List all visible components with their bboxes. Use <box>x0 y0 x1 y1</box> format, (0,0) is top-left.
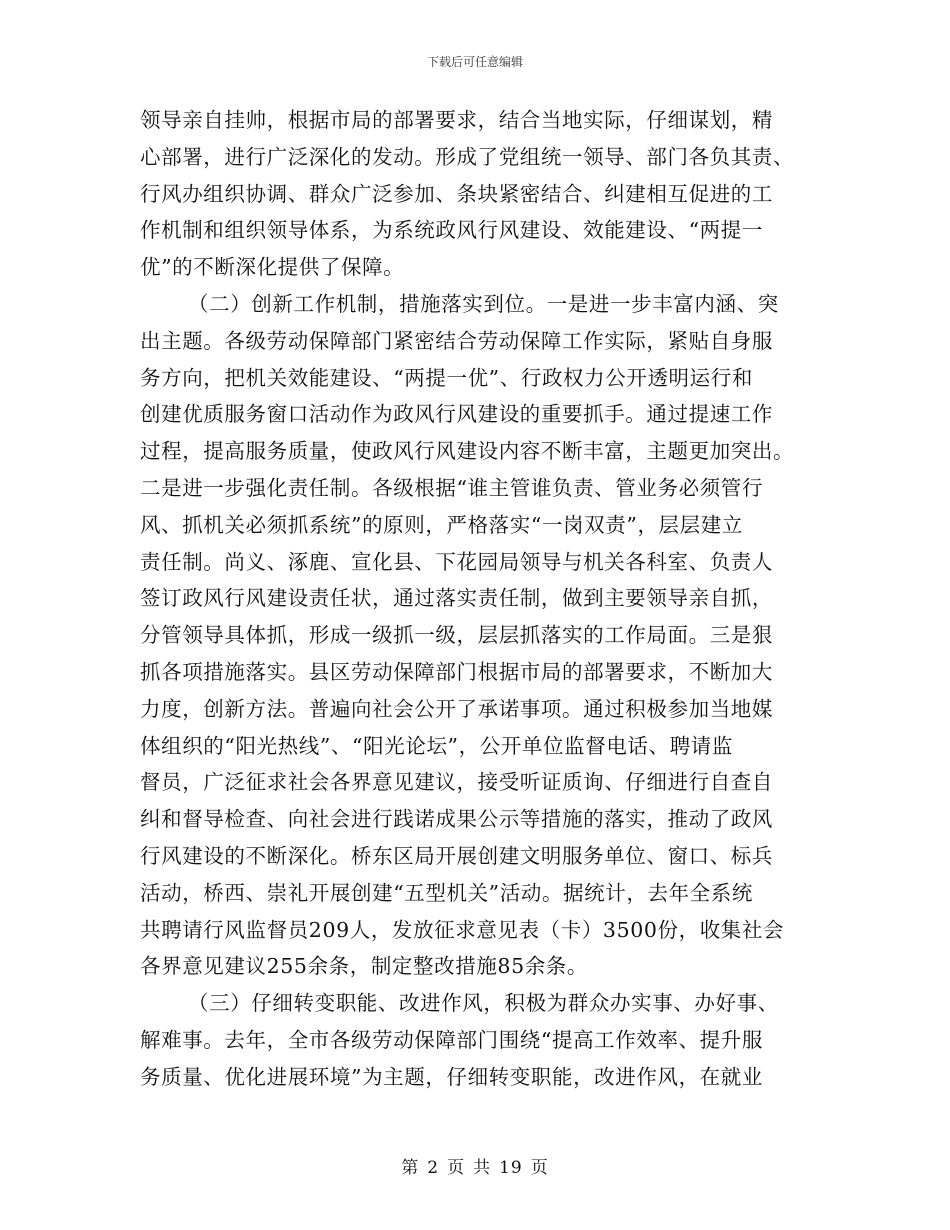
text-line: 力度，创新方法。普遍向社会公开了承诺事项。通过积极参加当地媒 <box>140 696 773 721</box>
text-line: 务质量、优化进展环境”为主题，仔细转变职能，改进作风，在就业 <box>140 1064 763 1089</box>
text-line: 分管领导具体抓，形成一级抓一级，层层抓落实的工作局面。三是狠 <box>140 623 773 648</box>
text-line: 解难事。去年，全市各级劳动保障部门围绕“提高工作效率、提升服 <box>140 1027 763 1052</box>
text-line: 作机制和组织领导体系，为系统政风行风建设、效能建设、“两提一 <box>140 218 763 243</box>
text-line: 创建优质服务窗口活动作为政风行风建设的重要抓手。通过提速工作 <box>140 402 773 427</box>
text-line: 务方向，把机关效能建设、“两提一优”、行政权力公开透明运行和 <box>140 365 753 390</box>
body-text <box>140 102 800 1096</box>
text-line: 优”的不断深化提供了保障。 <box>140 255 405 280</box>
text-line: 抓各项措施落实。县区劳动保障部门根据市局的部署要求，不断加大 <box>140 659 773 684</box>
text-line: 行风办组织协调、群众广泛参加、条块紧密结合、纠建相互促进的工 <box>140 181 773 206</box>
text-line: 过程，提高服务质量，使政风行风建设内容不断丰富，主题更加突出。 <box>140 439 795 464</box>
total-pages-number: 19 <box>499 1158 523 1178</box>
header-note: 下载后可任意编辑 <box>426 55 523 69</box>
footer-ye: 页 <box>530 1158 549 1178</box>
text-line: （三）仔细转变职能、改进作风，积极为群众办实事、办好事、 <box>188 991 779 1016</box>
text-line: 体组织的“阳光热线”、“阳光论坛”，公开单位监督电话、聘请监 <box>140 733 733 758</box>
page-footer <box>0 1153 950 1178</box>
footer-gong: 共 <box>473 1158 492 1178</box>
text-line: 责任制。尚义、涿鹿、宣化县、下花园局领导与机关各科室、负责人 <box>140 549 773 574</box>
text-line: 共聘请行风监督员209人，发放征求意见表（卡）3500份，收集社会 <box>140 917 785 942</box>
text-line: 督员，广泛征求社会各界意见建议，接受听证质询、仔细进行自查自 <box>140 770 773 795</box>
footer-di: 第 <box>401 1158 420 1178</box>
text-line: 二是进一步强化责任制。各级根据“谁主管谁负责、管业务必须管行 <box>140 475 763 500</box>
text-line: 心部署，进行广泛深化的发动。形成了党组统一领导、部门各负其责、 <box>140 144 795 169</box>
text-line: （二）创新工作机制，措施落实到位。一是进一步丰富内涵、突 <box>188 291 779 316</box>
text-line: 行风建设的不断深化。桥东区局开展创建文明服务单位、窗口、标兵 <box>140 843 773 868</box>
text-line: 出主题。各级劳动保障部门紧密结合劳动保障工作实际，紧贴自身服 <box>140 328 773 353</box>
text-line: 领导亲自挂帅，根据市局的部署要求，结合当地实际，仔细谋划，精 <box>140 108 773 132</box>
current-page-number: 2 <box>427 1158 440 1178</box>
text-line: 纠和督导检查、向社会进行践诺成果公示等措施的落实，推动了政风 <box>140 807 773 832</box>
text-line: 签订政风行风建设责任状，通过落实责任制，做到主要领导亲自抓， <box>140 586 773 611</box>
text-line: 各界意见建议255余条，制定整改措施85余条。 <box>140 954 589 979</box>
footer-ye: 页 <box>447 1158 466 1178</box>
text-line: 风、抓机关必须抓系统”的原则，严格落实“一岗双责”，层层建立 <box>140 512 743 537</box>
text-line: 活动，桥西、崇礼开展创建“五型机关”活动。据统计，去年全系统 <box>140 880 753 905</box>
